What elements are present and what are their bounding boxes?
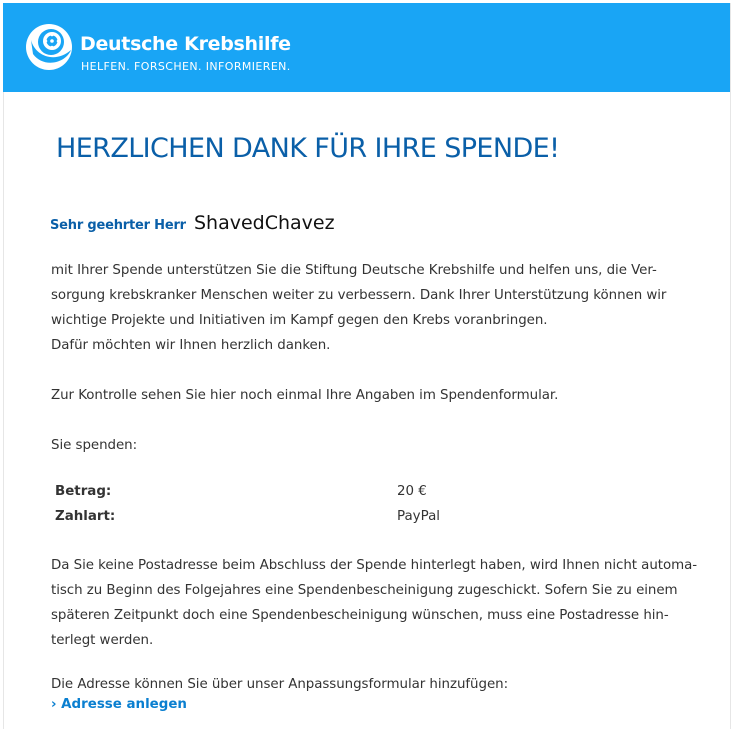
salutation-prefix: Sehr geehrter Herr <box>50 218 186 233</box>
donate-label: Sie spenden: <box>51 438 138 453</box>
intro-line: mit Ihrer Spende unterstützen Sie die Stiftung Deutsche Krebshilfe und helfen uns, die Ver- <box>51 263 657 278</box>
donation-details-table <box>55 479 655 529</box>
notice-line: terlegt werden. <box>51 633 154 648</box>
notice-paragraph <box>51 553 698 653</box>
notice-line: späteren Zeitpunkt doch eine Spendenbescheinigung wünschen, muss eine Postadresse hin- <box>51 608 669 623</box>
control-text: Zur Kontrolle sehen Sie hier noch einmal Ihre Angaben im Spendenformular. <box>51 388 559 403</box>
donate-label-paragraph <box>51 433 691 458</box>
intro-paragraph <box>51 258 691 358</box>
address-text: Die Adresse können Sie über unser Anpassungsformular hinzufügen: <box>51 677 509 692</box>
payment-row <box>55 504 655 529</box>
amount-row <box>55 479 655 504</box>
notice-line: Da Sie keine Postadresse beim Abschluss der Spende hinterlegt haben, wird Ihnen nicht automa- <box>51 558 698 573</box>
header-banner <box>3 3 730 92</box>
notice-line: tisch zu Beginn des Folgejahres eine Spendenbescheinigung zugeschickt. Sofern Sie zu einem <box>51 583 678 598</box>
brand-name: Deutsche Krebshilfe <box>80 33 291 55</box>
recipient-name: ShavedChavez <box>193 212 335 234</box>
intro-line: sorgung krebskranker Menschen weiter zu verbessern. Dank Ihrer Unterstützung können wir <box>51 288 667 303</box>
control-paragraph <box>51 383 691 408</box>
intro-line: wichtige Projekte und Initiativen im Kampf gegen den Krebs voranbringen. <box>51 313 548 328</box>
payment-label: Zahlart: <box>55 509 116 524</box>
address-paragraph <box>51 672 691 697</box>
payment-value: PayPal <box>397 509 441 524</box>
salutation <box>50 212 335 234</box>
page-title: HERZLICHEN DANK FÜR IHRE SPENDE! <box>56 133 560 164</box>
brand-tagline: HELFEN. FORSCHEN. INFORMIEREN. <box>81 60 291 73</box>
deutsche-krebshilfe-logo-icon <box>25 20 77 72</box>
amount-label: Betrag: <box>55 484 112 499</box>
amount-value: 20 € <box>397 484 427 499</box>
intro-line: Dafür möchten wir Ihnen herzlich danken. <box>51 338 331 353</box>
add-address-link[interactable]: › Adresse anlegen <box>51 697 187 712</box>
